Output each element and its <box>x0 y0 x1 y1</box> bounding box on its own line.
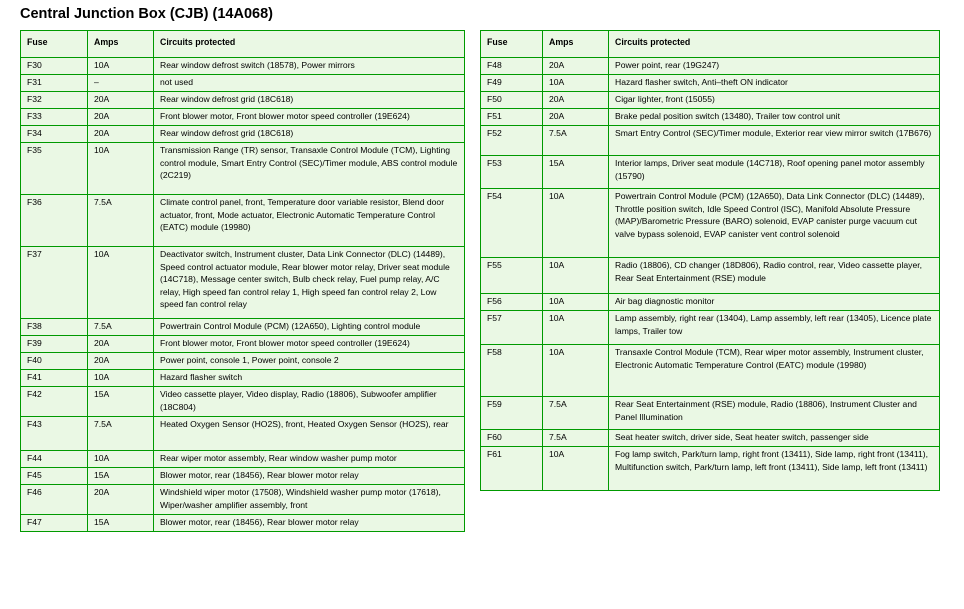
fuse-cell: F39 <box>21 336 88 353</box>
circuits-cell: Windshield wiper motor (17508), Windshield washer pump motor (17618), Wiper/washer amplifier assembly, front <box>154 485 465 515</box>
circuits-cell: Blower motor, rear (18456), Rear blower motor relay <box>154 468 465 485</box>
table-row <box>21 515 465 532</box>
amps-cell: 10A <box>543 447 609 491</box>
circuits-cell: Powertrain Control Module (PCM) (12A650), Lighting control module <box>154 319 465 336</box>
fuse-cell: F59 <box>481 397 543 430</box>
fuse-column-header: Fuse <box>21 31 88 58</box>
table-row <box>481 109 940 126</box>
amps-cell: 10A <box>543 294 609 311</box>
circuits-cell: Brake pedal position switch (13480), Trailer tow control unit <box>609 109 940 126</box>
amps-cell: 20A <box>543 109 609 126</box>
fuse-cell: F37 <box>21 247 88 319</box>
fuse-cell: F44 <box>21 451 88 468</box>
fuse-cell: F40 <box>21 353 88 370</box>
amps-cell: 7.5A <box>543 126 609 156</box>
circuits-cell: Rear window defrost grid (18C618) <box>154 126 465 143</box>
fuse-cell: F47 <box>21 515 88 532</box>
header-row <box>21 31 465 58</box>
table-row <box>481 447 940 491</box>
table-row <box>21 451 465 468</box>
circuits-cell: Radio (18806), CD changer (18D806), Radio control, rear, Video cassette player, Rear Seat Entertainment (RSE) module <box>609 258 940 294</box>
circuits-cell: Video cassette player, Video display, Radio (18806), Subwoofer amplifier (18C804) <box>154 387 465 417</box>
circuits-cell: Hazard flasher switch <box>154 370 465 387</box>
amps-cell: 7.5A <box>543 430 609 447</box>
fuse-cell: F30 <box>21 58 88 75</box>
amps-cell: 20A <box>88 109 154 126</box>
circuits-cell: Front blower motor, Front blower motor speed controller (19E624) <box>154 109 465 126</box>
circuits-cell: Heated Oxygen Sensor (HO2S), front, Heated Oxygen Sensor (HO2S), rear <box>154 417 465 451</box>
table-row <box>21 195 465 247</box>
fuse-cell: F34 <box>21 126 88 143</box>
circuits-cell: Power point, rear (19G247) <box>609 58 940 75</box>
circuits-cell: not used <box>154 75 465 92</box>
amps-cell: 7.5A <box>543 397 609 430</box>
amps-cell: 20A <box>88 485 154 515</box>
circuits-cell: Rear wiper motor assembly, Rear window washer pump motor <box>154 451 465 468</box>
circuits-cell: Hazard flasher switch, Anti–theft ON indicator <box>609 75 940 92</box>
amps-cell: 20A <box>88 126 154 143</box>
amps-cell: 20A <box>88 353 154 370</box>
table-row <box>481 294 940 311</box>
fuse-cell: F38 <box>21 319 88 336</box>
amps-cell: 10A <box>543 345 609 397</box>
fuse-cell: F41 <box>21 370 88 387</box>
fuse-cell: F45 <box>21 468 88 485</box>
table-row <box>21 75 465 92</box>
table-row <box>21 468 465 485</box>
fuse-cell: F60 <box>481 430 543 447</box>
circuits-column-header: Circuits protected <box>154 31 465 58</box>
circuits-cell: Rear window defrost switch (18578), Power mirrors <box>154 58 465 75</box>
circuits-cell: Front blower motor, Front blower motor speed controller (19E624) <box>154 336 465 353</box>
fuse-cell: F55 <box>481 258 543 294</box>
amps-cell: 7.5A <box>88 195 154 247</box>
table-row <box>21 353 465 370</box>
amps-column-header: Amps <box>88 31 154 58</box>
amps-cell: 15A <box>88 387 154 417</box>
fuse-cell: F35 <box>21 143 88 195</box>
circuits-cell: Blower motor, rear (18456), Rear blower motor relay <box>154 515 465 532</box>
circuits-cell: Smart Entry Control (SEC)/Timer module, Exterior rear view mirror switch (17B676) <box>609 126 940 156</box>
fuse-cell: F36 <box>21 195 88 247</box>
circuits-cell: Rear Seat Entertainment (RSE) module, Radio (18806), Instrument Cluster and Panel Illumination <box>609 397 940 430</box>
circuits-cell: Interior lamps, Driver seat module (14C718), Roof opening panel motor assembly (15790) <box>609 156 940 189</box>
table-row <box>481 92 940 109</box>
table-row <box>481 345 940 397</box>
circuits-cell: Climate control panel, front, Temperature door variable resistor, Blend door actuator, front, Mode actuator, Electronic Automatic Temperature Control (EATC) module (19980) <box>154 195 465 247</box>
table-row <box>21 58 465 75</box>
circuits-cell: Power point, console 1, Power point, console 2 <box>154 353 465 370</box>
amps-cell: 10A <box>543 189 609 258</box>
fuse-cell: F42 <box>21 387 88 417</box>
table-row <box>21 247 465 319</box>
table-row <box>481 430 940 447</box>
fuse-cell: F49 <box>481 75 543 92</box>
table-row <box>21 109 465 126</box>
fuse-table-right <box>480 30 940 491</box>
circuits-cell: Rear window defrost grid (18C618) <box>154 92 465 109</box>
table-row <box>481 258 940 294</box>
fuse-table-left <box>20 30 465 532</box>
table-row <box>21 143 465 195</box>
circuits-column-header: Circuits protected <box>609 31 940 58</box>
table-row <box>21 417 465 451</box>
fuse-cell: F61 <box>481 447 543 491</box>
table-row <box>481 75 940 92</box>
amps-cell: 20A <box>88 336 154 353</box>
fuse-cell: F58 <box>481 345 543 397</box>
table-row <box>481 311 940 345</box>
table-row <box>21 319 465 336</box>
fuse-cell: F46 <box>21 485 88 515</box>
fuse-cell: F57 <box>481 311 543 345</box>
amps-cell: 20A <box>88 92 154 109</box>
fuse-cell: F50 <box>481 92 543 109</box>
circuits-cell: Fog lamp switch, Park/turn lamp, right front (13411), Side lamp, right front (13411), Multifunction switch, Park/turn lamp, left front (13411), Side lamp, left front (13411) <box>609 447 940 491</box>
amps-cell: 10A <box>543 75 609 92</box>
table-row <box>481 58 940 75</box>
header-row <box>481 31 940 58</box>
table-row <box>21 126 465 143</box>
amps-cell: 15A <box>88 468 154 485</box>
fuse-cell: F32 <box>21 92 88 109</box>
amps-cell: 10A <box>543 311 609 345</box>
fuse-cell: F48 <box>481 58 543 75</box>
table-row <box>481 397 940 430</box>
fuse-column-header: Fuse <box>481 31 543 58</box>
table-row <box>21 485 465 515</box>
amps-cell: 7.5A <box>88 319 154 336</box>
amps-cell: 10A <box>88 370 154 387</box>
amps-cell: 10A <box>88 58 154 75</box>
circuits-cell: Powertrain Control Module (PCM) (12A650), Data Link Connector (DLC) (14489), Throttle position switch, Idle Speed Control (ISC), Manifold Absolute Pressure (MAP)/Barometric Pressure (BARO) solenoid, EVAP canister purge vacuum cut valve bypass solenoid, EVAP canister vent control solenoid <box>609 189 940 258</box>
table-row <box>21 92 465 109</box>
fuse-cell: F52 <box>481 126 543 156</box>
circuits-cell: Transaxle Control Module (TCM), Rear wiper motor assembly, Instrument cluster, Electronic Automatic Temperature Control (EATC) module (19980) <box>609 345 940 397</box>
amps-cell: 20A <box>543 92 609 109</box>
table-row <box>21 387 465 417</box>
amps-cell: 15A <box>543 156 609 189</box>
circuits-cell: Lamp assembly, right rear (13404), Lamp assembly, left rear (13405), Licence plate lamps, Trailer tow <box>609 311 940 345</box>
fuse-cell: F31 <box>21 75 88 92</box>
amps-cell: 10A <box>543 258 609 294</box>
amps-cell: 15A <box>88 515 154 532</box>
amps-cell: 10A <box>88 143 154 195</box>
amps-cell: 20A <box>543 58 609 75</box>
fuse-cell: F51 <box>481 109 543 126</box>
circuits-cell: Air bag diagnostic monitor <box>609 294 940 311</box>
fuse-cell: F56 <box>481 294 543 311</box>
circuits-cell: Deactivator switch, Instrument cluster, Data Link Connector (DLC) (14489), Speed control actuator module, Rear blower motor relay, Driver seat module (14C718), Message center switch, Bulb check relay, Fuel pump relay, A/C relay, High speed fan control relay 1, High speed fan control relay 2, Low speed fan control relay <box>154 247 465 319</box>
amps-cell: 10A <box>88 451 154 468</box>
fuse-cell: F54 <box>481 189 543 258</box>
amps-column-header: Amps <box>543 31 609 58</box>
fuse-cell: F43 <box>21 417 88 451</box>
fuse-cell: F33 <box>21 109 88 126</box>
table-row <box>481 156 940 189</box>
table-row <box>21 336 465 353</box>
amps-cell: – <box>88 75 154 92</box>
circuits-cell: Seat heater switch, driver side, Seat heater switch, passenger side <box>609 430 940 447</box>
circuits-cell: Cigar lighter, front (15055) <box>609 92 940 109</box>
table-row <box>481 189 940 258</box>
amps-cell: 7.5A <box>88 417 154 451</box>
table-row <box>481 126 940 156</box>
amps-cell: 10A <box>88 247 154 319</box>
table-row <box>21 370 465 387</box>
page-title: Central Junction Box (CJB) (14A068) <box>20 6 273 22</box>
circuits-cell: Transmission Range (TR) sensor, Transaxle Control Module (TCM), Lighting control module, Smart Entry Control (SEC)/Timer module, ABS control module (2C219) <box>154 143 465 195</box>
fuse-cell: F53 <box>481 156 543 189</box>
